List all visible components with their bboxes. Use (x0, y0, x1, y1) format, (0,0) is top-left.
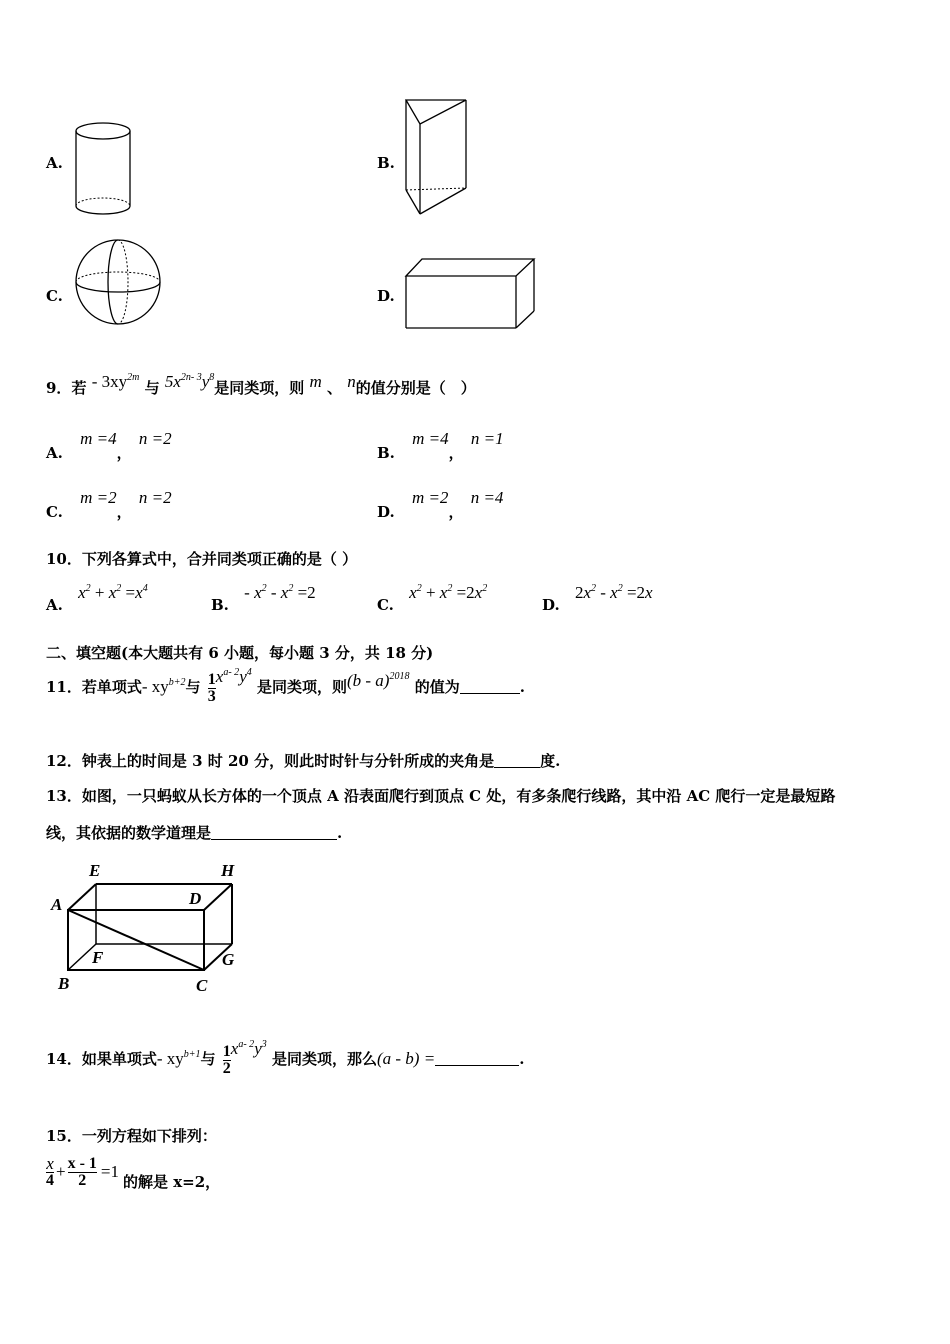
question-12: 12．钟表上的时间是 3 时 20 分，则此时时针与分针所成的夹角是 度. (46, 752, 561, 770)
vertex-d-label: D (189, 889, 202, 908)
question-14: 14．如果单项式- $xy^{b+1}$与 $\frac{1}{2}$ $x^{a- 2}y^3$ 是同类项，那么(a - b) = . (46, 1039, 525, 1077)
q9-option-a[interactable]: A. m =4， n =2 (46, 429, 172, 462)
section-2-heading: 二、填空题(本大题共有 6 小题，每小题 3 分，共 18 分) (46, 644, 434, 662)
q9-n: n (347, 372, 356, 391)
q8-option-c-label[interactable]: C. (46, 287, 63, 305)
q10-option-b[interactable]: B. - $x^2 - x^2 =2$ (211, 583, 316, 614)
q15-equation-1: $\frac{x}{4}$ + $\frac{x - 1}{2}$ =1的解是 x=2， (46, 1154, 221, 1191)
q13-line-1: 13．如图，一只蚂蚁从长方体的一个顶点 A 沿表面爬行到顶点 C 处，有多条爬行线路，其中沿 AC 爬行一定是最短路 (46, 787, 836, 805)
q9-ruo: 若 (71, 379, 87, 397)
q9-m: m (309, 372, 322, 391)
q15-stem: 15．一列方程如下排列： (46, 1127, 217, 1145)
q9-term2a: 5x (164, 372, 181, 391)
q9-term2b-exp: 8 (209, 372, 215, 383)
question-11: 11．若单项式- $xy^{b+2}$与 $\frac{1}{3}$ $x^{a- 2}y^4$ 是同类项，则(b - a)$^{2018}$ 的值为 . (46, 667, 525, 705)
q8-option-b-label[interactable]: B. (377, 154, 395, 172)
vertex-h-label: H (221, 861, 235, 880)
q9-option-b[interactable]: B. m =4， n =1 (377, 429, 504, 462)
q9-option-c[interactable]: C. m =2， n =2 (46, 488, 172, 521)
q13-line-2: 线，其依据的数学道理是 . (46, 824, 343, 842)
vertex-c-label: C (196, 976, 208, 995)
q9-term1: - 3xy (91, 372, 128, 391)
q10-option-a[interactable]: A. $x^2 + x^2 =x^4$ (46, 583, 148, 614)
q9-number: 9． (46, 379, 72, 397)
q8-option-d-label[interactable]: D. (377, 287, 395, 305)
q14-answer-blank[interactable] (435, 1051, 519, 1066)
q9-mid: 是同类项，则 (214, 379, 305, 397)
q10-stem: 10．下列各算式中，合并同类项正确的是（ ） (46, 550, 358, 568)
q8-option-a-label[interactable]: A. (46, 154, 63, 172)
q9-term2b: y (201, 372, 210, 391)
q9-tail: 的值分别是（ ） (355, 379, 476, 397)
vertex-b-label: B (58, 974, 70, 993)
q10-option-d[interactable]: D. $2x^2 - x^2 =2x$ (542, 583, 653, 614)
q9-sep: 、 (327, 379, 343, 397)
vertex-f-label: F (92, 948, 104, 967)
vertex-g-label: G (222, 950, 235, 969)
q9-option-d[interactable]: D. m =2， n =4 (377, 488, 504, 521)
q9-term2a-exp: 2n- 3 (180, 372, 202, 383)
vertex-e-label: E (89, 861, 101, 880)
q9-yu: 与 (144, 379, 160, 397)
vertex-a-label: A (51, 895, 63, 914)
q9-term1-exp: 2m (127, 372, 140, 383)
q10-option-c[interactable]: C. $x^2 + x^2 =2x^2$ (377, 583, 488, 614)
